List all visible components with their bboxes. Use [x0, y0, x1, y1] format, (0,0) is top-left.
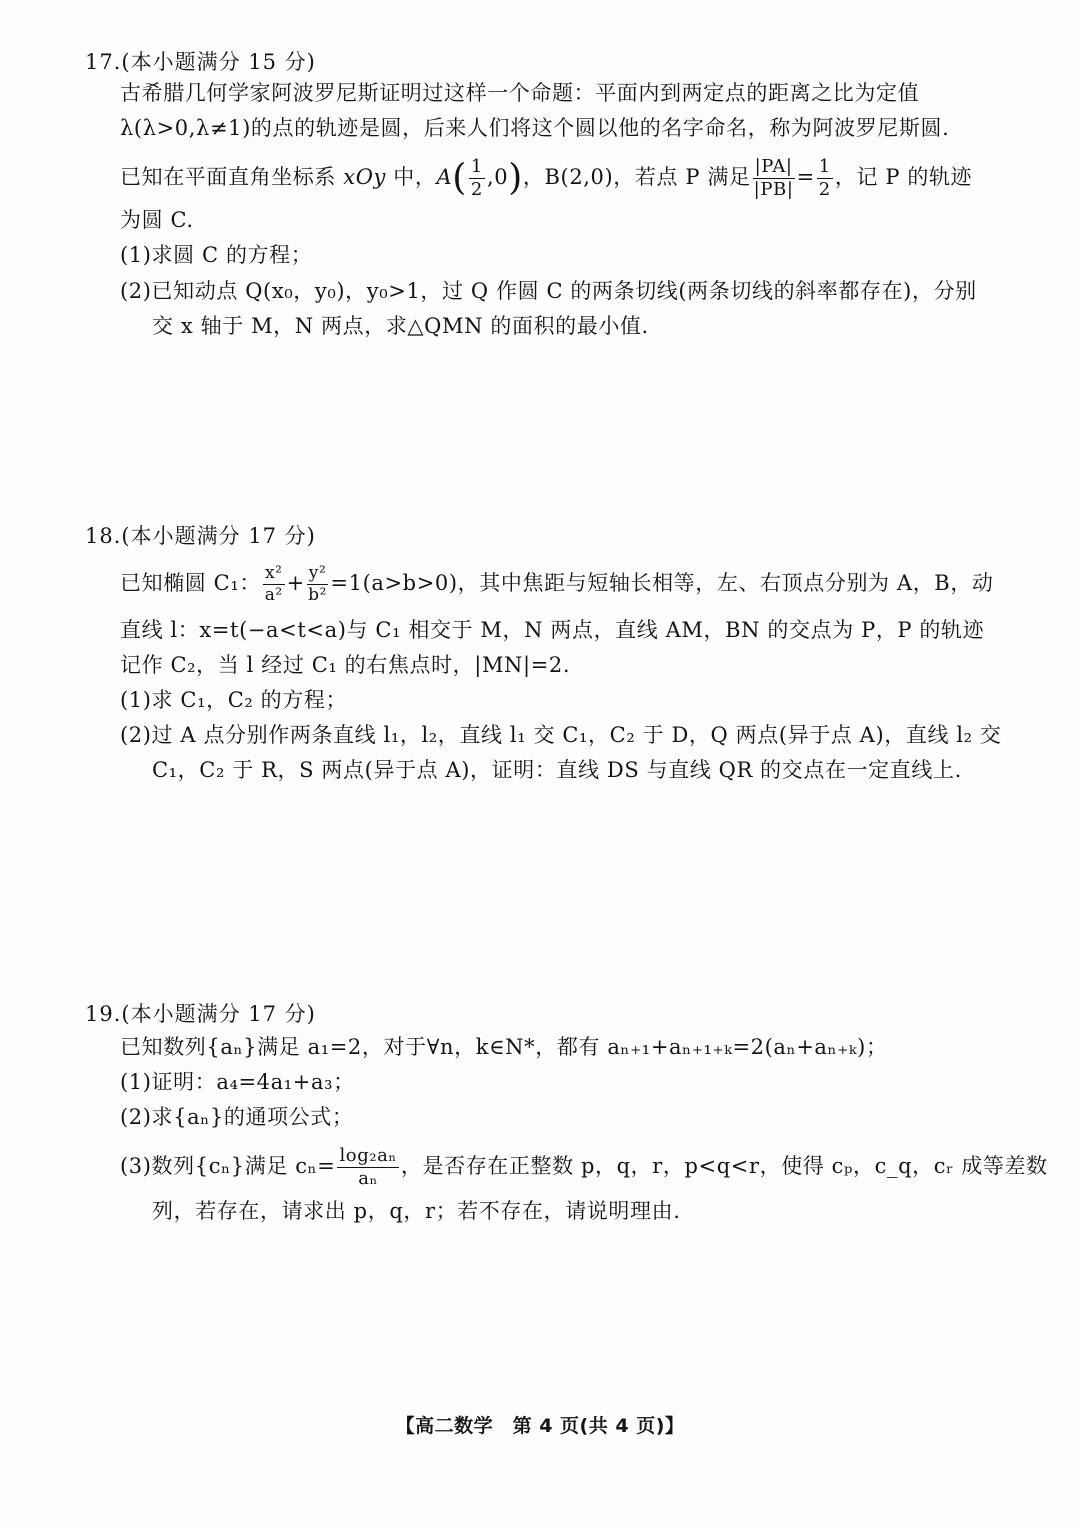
- problem-17-header: [85, 46, 316, 76]
- problem-17-part-2a: (2)已知动点 Q(x₀，y₀)，y₀>1，过 Q 作圆 C 的两条切线(两条切线的斜率都存在)，分别: [120, 279, 977, 303]
- problem-19-line-1: 已知数列{aₙ}满足 a₁=2，对于∀n，k∈N*，都有 aₙ₊₁+aₙ₊₁₊ₖ=2(aₙ+aₙ₊ₖ)；: [120, 1035, 888, 1059]
- given-text: 已知在平面直角坐标系: [120, 165, 344, 189]
- fraction-half: [469, 158, 485, 199]
- fraction-denominator: aₙ: [358, 1168, 379, 1189]
- plus-sign: +: [286, 571, 305, 595]
- problem-17-intro-1: 古希腊几何学家阿波罗尼斯证明过这样一个命题：平面内到两定点的距离之比为定值: [120, 81, 920, 105]
- problem-number: 19.: [85, 1002, 122, 1026]
- fraction-numerator: |PA|: [754, 156, 793, 177]
- fraction-x: [263, 565, 285, 604]
- problem-score: (本小题满分 15 分): [121, 50, 316, 74]
- ellipse-condition: =1(a>b>0)，其中焦距与短轴长相等，左、右顶点分别为 A，B，动: [330, 571, 994, 595]
- fraction-denominator: 2: [818, 179, 831, 200]
- problem-18-part-2a: (2)过 A 点分别作两条直线 l₁，l₂，直线 l₁ 交 C₁，C₂ 于 D，Q 两点(异于点 A)，直线 l₂ 交: [120, 723, 1002, 747]
- fraction-denominator: 2: [470, 179, 483, 200]
- problem-18-header: [85, 520, 316, 550]
- problem-17-part-1: (1)求圆 C 的方程；: [120, 243, 313, 267]
- fraction-numerator: x²: [264, 563, 283, 583]
- point-a: A: [436, 165, 453, 189]
- question-text: ，是否存在正整数 p，q，r，p<q<r，使得 cₚ，c_q，cᵣ 成等差数: [400, 1154, 1048, 1178]
- problem-18-part-1: (1)求 C₁，C₂ 的方程；: [120, 688, 348, 712]
- problem-18-line-1: [120, 565, 994, 604]
- problem-19-header: [85, 998, 316, 1028]
- coord-system: xOy: [343, 165, 387, 189]
- fraction-y: [307, 565, 329, 604]
- problem-number: 17.: [85, 50, 122, 74]
- given-text: ，记 P 的轨迹: [834, 165, 973, 189]
- problem-17-part-2b: 交 x 轴于 M，N 两点，求△QMN 的面积的最小值.: [152, 314, 649, 338]
- sequence-def: (3)数列{cₙ}满足 cₙ=: [120, 1154, 336, 1178]
- fraction-cn: [337, 1147, 398, 1188]
- fraction-numerator: y²: [308, 563, 327, 583]
- fraction-denominator: |PB|: [753, 179, 794, 200]
- problem-17-intro-2: λ(λ>0,λ≠1)的点的轨迹是圆，后来人们将这个圆以他的名字命名，称为阿波罗尼斯圆.: [120, 116, 950, 140]
- page-footer: 【高二数学 第 4 页(共 4 页)】: [395, 1415, 685, 1437]
- problem-17-given-2: 为圆 C.: [120, 208, 194, 232]
- fraction-denominator: b²: [308, 585, 328, 605]
- fraction-numerator: log₂aₙ: [339, 1145, 397, 1166]
- problem-19-part-1: (1)证明：a₄=4a₁+a₃；: [120, 1070, 355, 1094]
- fraction-denominator: a²: [264, 585, 283, 605]
- problem-18-part-2b: C₁，C₂ 于 R，S 两点(异于点 A)，证明：直线 DS 与直线 QR 的交点在一定直线上.: [152, 758, 962, 782]
- problem-18-line-2: 直线 l：x=t(−a<t<a)与 C₁ 相交于 M，N 两点，直线 AM，BN 的交点为 P，P 的轨迹: [120, 618, 985, 642]
- given-text: 中，: [386, 165, 437, 189]
- equals-sign: =: [796, 165, 815, 189]
- fraction-ratio: [753, 158, 795, 199]
- problem-number: 18.: [85, 524, 122, 548]
- point-a-coord: ,0: [486, 165, 509, 189]
- paren-left: (: [452, 157, 467, 199]
- fraction-numerator: 1: [470, 156, 483, 177]
- problem-score: (本小题满分 17 分): [121, 1002, 316, 1026]
- problem-18-line-3: 记作 C₂，当 l 经过 C₁ 的右焦点时，|MN|=2.: [120, 653, 571, 677]
- problem-score: (本小题满分 17 分): [121, 524, 316, 548]
- given-text: ，B(2,0)，若点 P 满足: [522, 165, 751, 189]
- fraction-ratio-value: [817, 158, 833, 199]
- problem-19-part-3b: 列，若存在，请求出 p，q，r；若不存在，请说明理由.: [152, 1199, 681, 1223]
- paren-right: ): [508, 157, 523, 199]
- problem-19-part-3: [120, 1147, 1048, 1188]
- ellipse-label: 已知椭圆 C₁：: [120, 571, 261, 595]
- problem-17-given: [120, 158, 972, 199]
- fraction-numerator: 1: [818, 156, 831, 177]
- problem-19-part-2: (2)求{aₙ}的通项公式；: [120, 1105, 354, 1129]
